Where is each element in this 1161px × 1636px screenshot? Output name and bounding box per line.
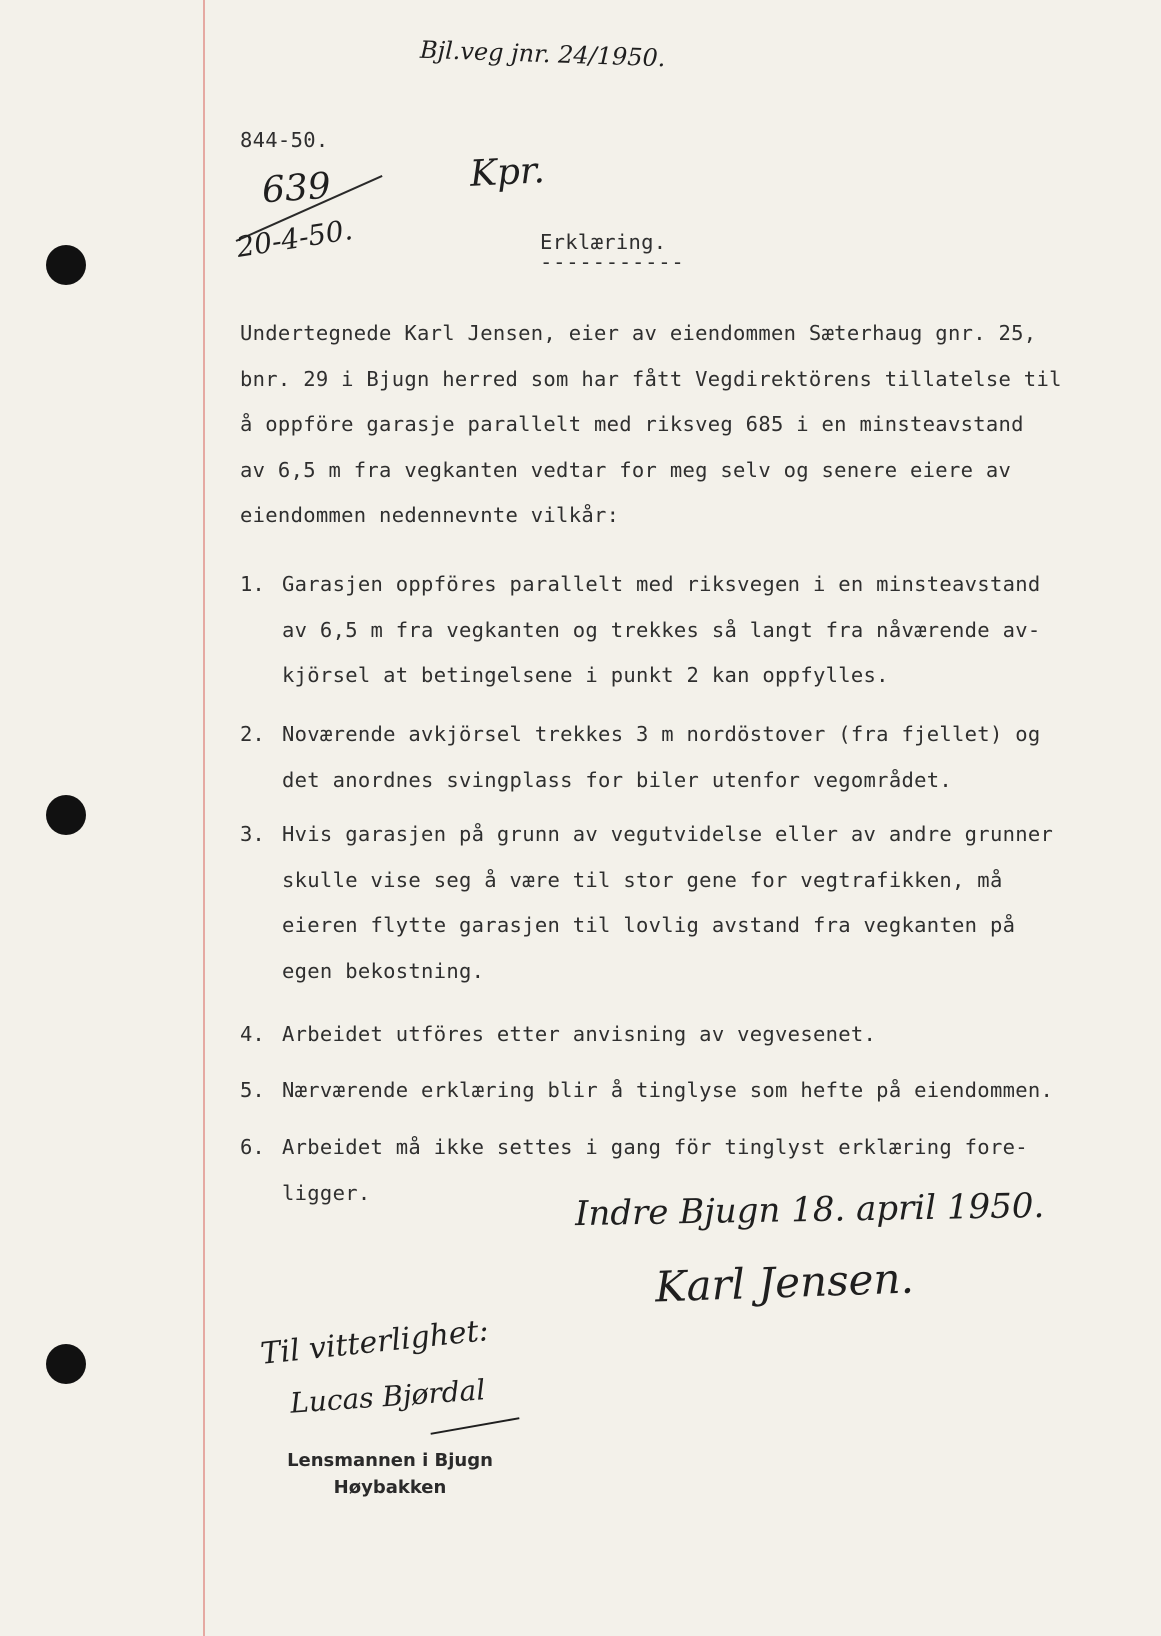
- condition-number: 5.: [240, 1078, 265, 1102]
- signature: Karl Jensen.: [654, 1253, 915, 1312]
- condition-number: 2.: [240, 722, 265, 746]
- condition-line: Garasjen oppföres parallelt med riksvegen i en minsteavstand: [282, 572, 1041, 596]
- punch-hole: [46, 245, 86, 285]
- condition-line: kjörsel at betingelsene i punkt 2 kan oppfylles.: [282, 663, 889, 687]
- title-underline: -----------: [540, 250, 685, 274]
- official-stamp-line1: Lensmannen i Bjugn: [287, 1450, 493, 1471]
- witness-signature: Lucas Bjørdal: [289, 1373, 487, 1420]
- intro-line: bnr. 29 i Bjugn herred som har fått Vegdirektörens tillatelse til: [240, 366, 1062, 391]
- intro-line: eiendommen nedennevnte vilkår:: [240, 503, 620, 527]
- reference-number: 844-50.: [240, 128, 329, 152]
- condition-line: Arbeidet utföres etter anvisning av vegvesenet.: [282, 1022, 877, 1046]
- intro-line: å oppföre garasje parallelt med riksveg 685 i en minsteavstand: [240, 412, 1024, 436]
- intro-line: av 6,5 m fra vegkanten vedtar for meg selv og senere eiere av: [240, 457, 1012, 482]
- condition-line: Nærværende erklæring blir å tinglyse som hefte på eiendommen.: [282, 1078, 1054, 1102]
- condition-number: 4.: [240, 1022, 265, 1046]
- condition-number: 1.: [240, 572, 265, 596]
- place-and-date: Indre Bjugn 18. april 1950.: [574, 1185, 1045, 1235]
- condition-line: Hvis garasjen på grunn av vegutvidelse eller av andre grunner: [282, 822, 1054, 846]
- condition-line: det anordnes svingplass for biler utenfor vegområdet.: [282, 767, 953, 792]
- condition-line: av 6,5 m fra vegkanten og trekkes så langt fra nåværende av-: [282, 617, 1041, 642]
- date-stamp: 20-4-50.: [234, 213, 355, 264]
- condition-line: skulle vise seg å være til stor gene for vegtrafikken, må: [282, 867, 1003, 892]
- punch-hole: [46, 1344, 86, 1384]
- witness-note: Til vitterlighet:: [258, 1313, 491, 1372]
- document-title: Erklæring.: [540, 230, 667, 254]
- punch-hole: [46, 795, 86, 835]
- condition-number: 3.: [240, 822, 265, 846]
- condition-line: egen bekostning.: [282, 958, 485, 983]
- margin-line: [203, 0, 205, 1636]
- intro-line: Undertegnede Karl Jensen, eier av eiendommen Sæterhaug gnr. 25,: [240, 321, 1037, 345]
- condition-line: Noværende avkjörsel trekkes 3 m nordöstover (fra fjellet) og: [282, 722, 1041, 746]
- condition-line: ligger.: [282, 1180, 371, 1205]
- condition-line: Arbeidet må ikke settes i gang för tinglyst erklæring fore-: [282, 1135, 1028, 1159]
- file-number: 639: [260, 165, 333, 212]
- signature-flourish: [431, 1417, 520, 1435]
- condition-line: eieren flytte garasjen til lovlig avstand fra vegkanten på: [282, 913, 1016, 937]
- official-stamp-line2: Høybakken: [333, 1477, 447, 1498]
- header-note: Bjl.veg jnr. 24/1950.: [419, 35, 666, 73]
- condition-number: 6.: [240, 1135, 265, 1159]
- initials-mark: Kpr.: [468, 150, 546, 195]
- intro-paragraph: [240, 311, 1140, 539]
